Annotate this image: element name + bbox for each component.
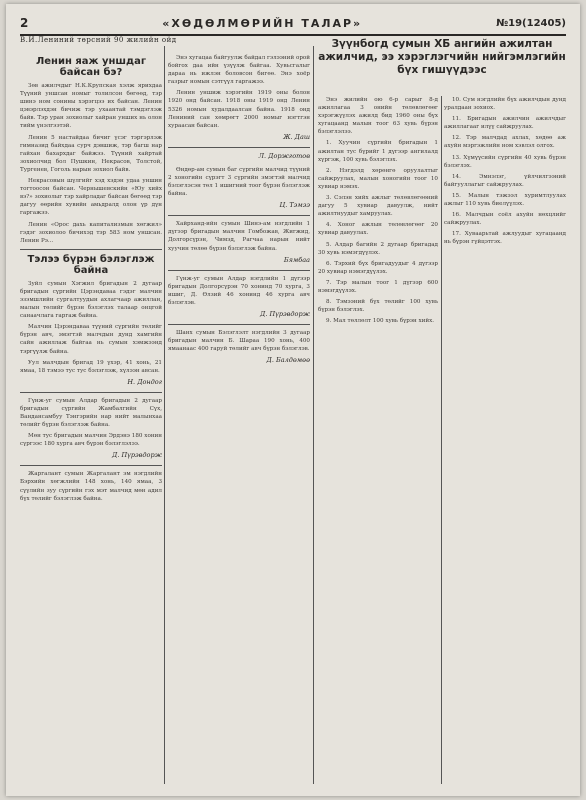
column-divider xyxy=(164,46,165,784)
article-text: Ленин 5 настайдаа бичиг үсэг тэргэрлэж гимназид байхдаа сурч дэвшиж, тэр багш нар гайхан бахархдаг байжээ. Түүний хайртай зохиолчид бол Пушкин, Некрасов, Толстой, Тургенев, Гоголь нарын зохиол байв. xyxy=(20,134,162,173)
signature: Ц. Тэмээ xyxy=(279,201,310,210)
signature: Л. Доржготов xyxy=(258,151,310,160)
article-text: Зуйл сумын Хэгжил бригадын 2 дугаар бригадын сүргийн Цэрэндаваа гэдэг малчин эзэмшлийн сургалтуудын ахлагчаар ажиллан, малын төлийг бүрэн бэлэглэх талаар онцгой санаачлага гаргаж байна. xyxy=(20,280,162,320)
list-item: 11. Бригадын ажилчин ажилчдыг ажиллагааг илүү сайжруулах. xyxy=(444,116,566,131)
column-3 xyxy=(318,96,438,792)
column-2 xyxy=(168,54,310,792)
article-text: Шанх сумын Бэлэглэлт нэгдлийн 3 дугаар бригадын малчин Б. Шараа 190 хонь, 400 ямаанаас 400 гаруй төлийг авч бүрэн бэлэглэв. xyxy=(168,329,310,353)
article-text: Гүнж-уг сумын Алдар бригадын 2 дугаар бригадын сүргийн Жамбалгийн Сүх, Вандансамбуу Тэнгэрийн нар нийт малынхаа төлийг бүрэн бэлэглэж байна. xyxy=(20,397,162,429)
article-text: Энэ жилийн ою 6-р сарыг 8-д ажиллагаа 3 онийн төлөвлөгөөг хэрэгжүүлэх ажилд бид 1960 оны бүх хугацаанд малын тоог 63 хувь бүрэн бэлэглэлээ. xyxy=(318,97,438,136)
article-text: Хайрханд-ийн сумын Шинэ-ам нэгдлийн 1 дүгээр бригадын малчин Гомбожав, Жигжид, Долгорсүрэн, Чимэд, Рагчаа нарын нийт хуучин төлөө бүрэн бэлэглэж байна. xyxy=(168,221,310,252)
anniversary-subline: В.И.Лениний төрсний 90 жилийн ойд xyxy=(20,36,177,44)
section-divider xyxy=(168,215,310,216)
article-text: Жаргалант сумын Жаргалант эм нэгдлийн Бэрхийн хөгжлийн 148 хонь, 140 ямаа, 3 сүүлийн зуу сүргийн гэх мэт малчид мөн адил бүх төлийг бэлэглэж байна. xyxy=(20,471,162,502)
list-item: 7. Тэр малын тоог 1 дүгээр 600 нэмэгдүүлэх. xyxy=(318,279,438,294)
page-number: 2 xyxy=(20,16,29,30)
list-item: 2. Нэгдэлд хөрөнгө оруулалтыг сайжруулах, малын хоногийн тоог 10 хувиар нэмэх. xyxy=(318,167,438,190)
article-text: Зөв ажилчдыг Н.К.Крупская хэлж ярихдаа Түүний уншсан номыг толилсон бөгөөд, тэр шинэ ном сонины хэрэгцээ их байсан. Ленин цэвэрлэхдэн бичиж тэр ухаантай тэмдэглэж байв. Тэр уран зохиолыг хайран унших нь олон тийм үнэлгээтэй. xyxy=(20,83,162,130)
list-item: 8. Тэмээний бүх төлийг 100 хувь бүрэн бэлэглэх. xyxy=(318,299,438,314)
masthead xyxy=(20,12,566,36)
newspaper-title: «ХӨДӨЛМӨРИЙН ТАЛАР» xyxy=(162,16,363,30)
signature: Д. Пүрэвдорж xyxy=(260,309,310,318)
section-divider xyxy=(20,465,162,466)
column-divider xyxy=(313,46,314,784)
column-divider xyxy=(441,96,442,784)
signature: Н. Дондог xyxy=(127,377,162,386)
article-text: Өндөр-ам сумын баг сүргийн малчид түүний 2 хоногийн сүрэгт 3 сүргийн эмэгтэй малчид бэлэглэсэн төл 1 ишигний тоог бүрэн бэлэглэж байна. xyxy=(168,166,310,198)
section-divider xyxy=(168,324,310,325)
article-text: Уул малчдын бригад 19 үхэр, 41 хонь, 21 ямаа, 18 тэмээ тус тус бэлэглэж, хүлээн авсан. xyxy=(20,359,162,374)
article-text: Ленин «Орос дахь капитализмын хөгжил» гэдэг зохиолоо бичихэд тэр 583 ном уншсан. Ленин Рэ... xyxy=(20,221,162,244)
signature: Ж. Даш xyxy=(283,132,310,141)
list-item: 9. Мал төллөлт 100 хувь бүрэн хийх. xyxy=(326,318,435,325)
section-divider xyxy=(168,147,310,148)
signature: Д. Пүрэвдорж xyxy=(112,451,162,460)
list-item: 3. Сэлэн хийх ажлыг төлөвлөгөөний дагуу 5 хувиар давуулж, нийт ажилтнуудыг хамруулах. xyxy=(318,195,438,218)
list-item: 13. Хүмүүсийн сүргийн 40 хувь бүрэн бэлэглэх. xyxy=(444,154,566,169)
article-text: Энэ хугацаа байгуулж байдал гэлээний орой бойгох даа ийн үзүүлж байгаа. Хувьсгалыг дараа нь ижлэн боловсон бигөө. Энэ хоёр газрыг номын сэтгүүл гаргажээ. xyxy=(168,55,310,86)
issue-number: №19(12405) xyxy=(496,17,566,29)
section-divider xyxy=(168,270,310,271)
signature: Д. Балдөмөө xyxy=(266,356,310,365)
article-heading-lenin: Ленин яаж уншдаг байсан бэ? xyxy=(35,56,147,78)
list-item: 12. Тэр малчдад ахлах, хөдөө аж ахуйн мэргэжлийн ном хэвлэл олгох. xyxy=(444,135,566,150)
list-item: 17. Хуваарьтай ажлуудыг хугацаанд нь бүрэн гүйцэтгэх. xyxy=(444,231,566,246)
column-1 xyxy=(20,54,162,792)
list-item: 1. Хуучин сүргийн бригадын 1 ажилтан тус бүрийг 1 дүгээр ангилалд хүргэж, 100 хувь бэлэглэх. xyxy=(318,140,438,163)
signature: Бямбаа xyxy=(283,255,310,264)
list-item: 16. Малчдын соёл ахуйн нөхцлийг сайжруулах. xyxy=(444,212,566,227)
list-item: 15. Малын тэжээл хуримтлуулах ажлыг 110 хувь биелүүлэх. xyxy=(444,192,566,208)
article-heading-appeal: Зүүнбогд сумын ХБ ангийн ажилтан ажилчид, ээ хэрэглэгчийн нийгэмлэгийн бүх гишүүдээс xyxy=(318,38,566,76)
list-item: 14. Эмнэлэг, үйлчилгээний байгууллагыг сайжруулах. xyxy=(444,173,566,188)
article-text: Мөн тус бригадын малчин Эрдэнэ 180 хонин сүргээс 180 хурга авч бүрэн бэлэглэлээ. xyxy=(20,433,162,448)
article-text: Гүнж-уг сумын Алдар нэгдлийн 1 дүгээр бригадын Долгорсүрэн 70 хонинд 70 хурга, 3 ишиг, Д. Өлзий 46 хонинд 46 хурга авч бэлэглэв. xyxy=(168,275,310,306)
list-item: 10. Сум нэгдлийн бүх ажилчдын дунд уралдаан зохиох. xyxy=(444,97,566,112)
list-item: 4. Хоног ажлын төлөвлөгөөг 20 хувиар давуулах. xyxy=(318,222,438,237)
column-4 xyxy=(444,96,566,792)
article-text: Ленин уншиж хэрэгийн 1919 оны болон 1920 онд байсан. 1918 оны 1919 онд Ленин 5326 номын худалдаалсан байна. 1918 онд Лениний сан хөмрөгт 2000 номыг нэгтгэн хураасан байсан. xyxy=(168,90,310,129)
section-divider xyxy=(20,392,162,393)
section-divider xyxy=(20,249,162,250)
article-text: Некрасовын шүлгийг хэд хэдэн удаа уншин тогтоосон байсан. Чернышевскийн «Юу хийх вэ?» зохиолыг тэр хайрладаг байсан бөгөөд тэр дагуу өөрийн хувийн амьдралд олон үр дүн гаргажээ. xyxy=(20,178,162,217)
list-item: 6. Тэрхий бүх бригадуудыг 4 дүгээр 20 хувиар нэмэгдүүлэх. xyxy=(318,260,438,275)
list-item: 5. Алдар багийн 2 дугаар бригадад 30 хувь нэмэгдүүлэх. xyxy=(318,241,438,256)
article-heading-brigade: Тэлээ бүрэн бэлэглэж байна xyxy=(27,253,155,276)
newspaper-page xyxy=(6,4,580,796)
article-text: Малчин Цэрэндаваа түүний сүргийн төлийг бүрэн авч, эмэгтэй малчдын дунд хамгийн сайн ажиллаж байгаа нь сумын хэмжээнд тэргүүлж байна. xyxy=(20,324,162,355)
